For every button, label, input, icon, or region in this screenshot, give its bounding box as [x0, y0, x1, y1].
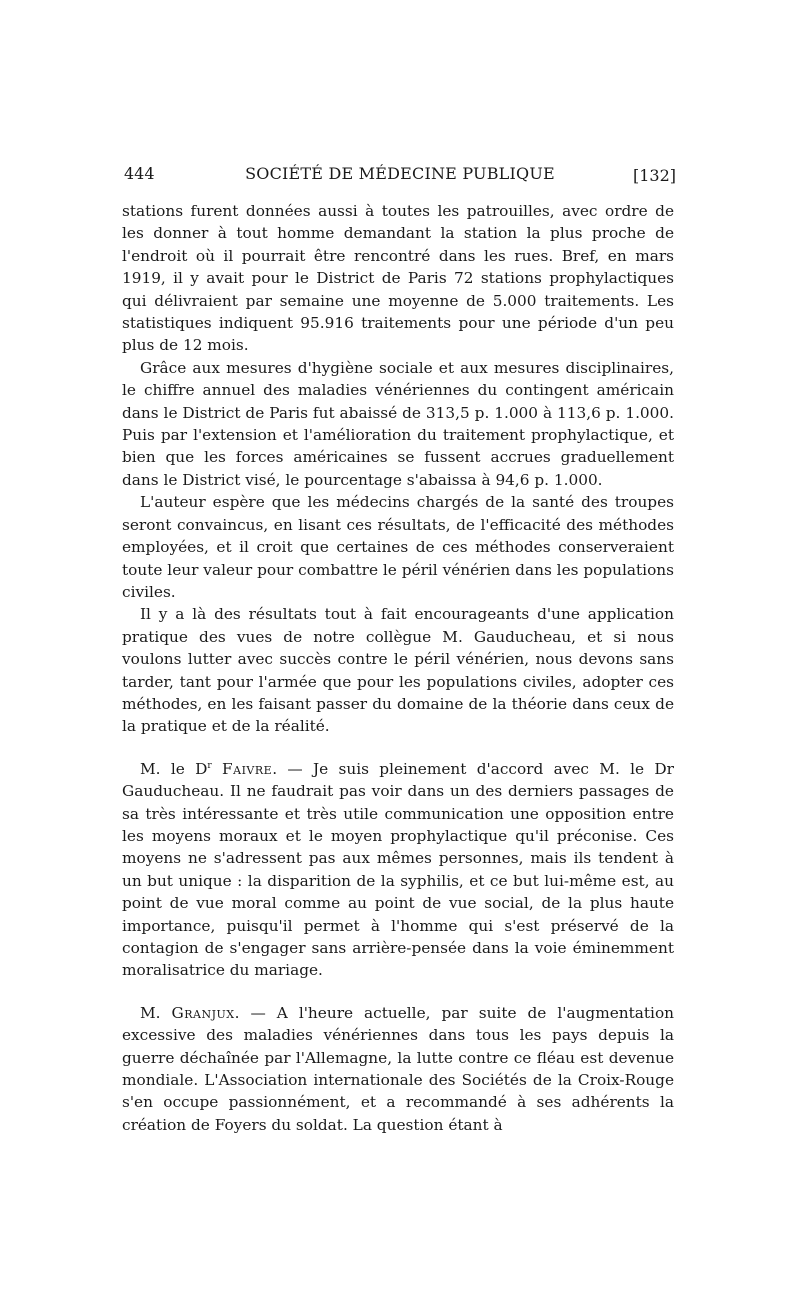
speech-text: . — A l'heure actuelle, par suite de l'augmentation excessive des maladies vénériennes dans tous les pays depuis la guerre déchaînée par l'Allemagne, la lutte contre ce fléau est devenue mondiale. L'Association internationale des Sociétés de la Croix-Rouge s'en occupe passionnément, et a recommandé à ses adhérents la création de Foyers du soldat. La question étant à [122, 1003, 675, 1134]
speaker-prefix: M. [140, 1003, 172, 1022]
paragraph-1: stations furent données aussi à toutes les patrouilles, avec ordre de les donner à tout homme demandant la station la plus proche de l'endroit où il pourrait être rencontré dans les rues. Bref, en mars 1919, il y avait pour le District de Paris 72 stations prophylactiques qui délivraient par semaine une moyenne de 5.000 traitements. Les statistiques indiquent 95.916 traitements pour une période d'un peu plus de 12 mois. [122, 202, 674, 355]
paragraph-granjux [122, 1002, 674, 1136]
paragraph-2: Grâce aux mesures d'hygiène sociale et aux mesures disciplinaires, le chiffre annuel des maladies vénériennes du contingent américain dans le District de Paris fut abaissé de 313,5 p. 1.000 à 113,6 p. 1.000. Puis par l'extension et l'amélioration du traitement prophylactique, et bien que les forces américaines se fussent accrues graduellement dans le District visé, le pourcentage s'abaissa à 94,6 p. 1.000. [122, 358, 674, 489]
running-title: SOCIÉTÉ DE MÉDECINE PUBLIQUE [245, 164, 555, 183]
paragraph-3: L'auteur espère que les médecins chargés de la santé des troupes seront convaincus, en lisant ces résultats, de l'efficacité des méthodes employées, et il croit que certaines de ces méthodes conserveraient toute leur valeur pour combattre le péril vénérien dans les populations civiles. [122, 493, 674, 601]
body-text [122, 200, 674, 1136]
speech-text: . — Je suis pleinement d'accord avec M. le Dr Gauducheau. Il ne faudrait pas voir dans un des derniers passages de sa très intéressante et très utile communication une opposition entre les moyens moraux et le moyen prophylactique qu'il préconise. Ces moyens ne s'adressent pas aux mêmes personnes, mais ils tendent à un but unique : la disparition de la syphilis, et ce but lui-même est, au point de vue moral comme au point de vue social, de la plus haute importance, puisqu'il permet à l'homme qui s'est préservé de la contagion de s'engager sans arrière-pensée dans la voie éminemment moralisatrice du mariage. [122, 759, 674, 980]
speaker-name: Granjux [171, 1003, 235, 1022]
running-header [124, 164, 676, 188]
speaker-prefix: M. le D [140, 759, 208, 778]
page-reference: [132] [632, 166, 676, 185]
page-number: 444 [124, 164, 155, 183]
speaker-title-sup: r [207, 760, 212, 771]
speaker-name: Faivre [222, 759, 273, 778]
paragraph-4: Il y a là des résultats tout à fait encourageants d'une application pratique des vues de notre collègue M. Gauducheau, et si nous voulons lutter avec succès contre le péril vénérien, nous devons sans tarder, tant pour l'armée que pour les populations civiles, adopter ces méthodes, en les faisant passer du domaine de la théorie dans ceux de la pratique et de la réalité. [122, 605, 674, 736]
paragraph-faivre [122, 758, 674, 982]
